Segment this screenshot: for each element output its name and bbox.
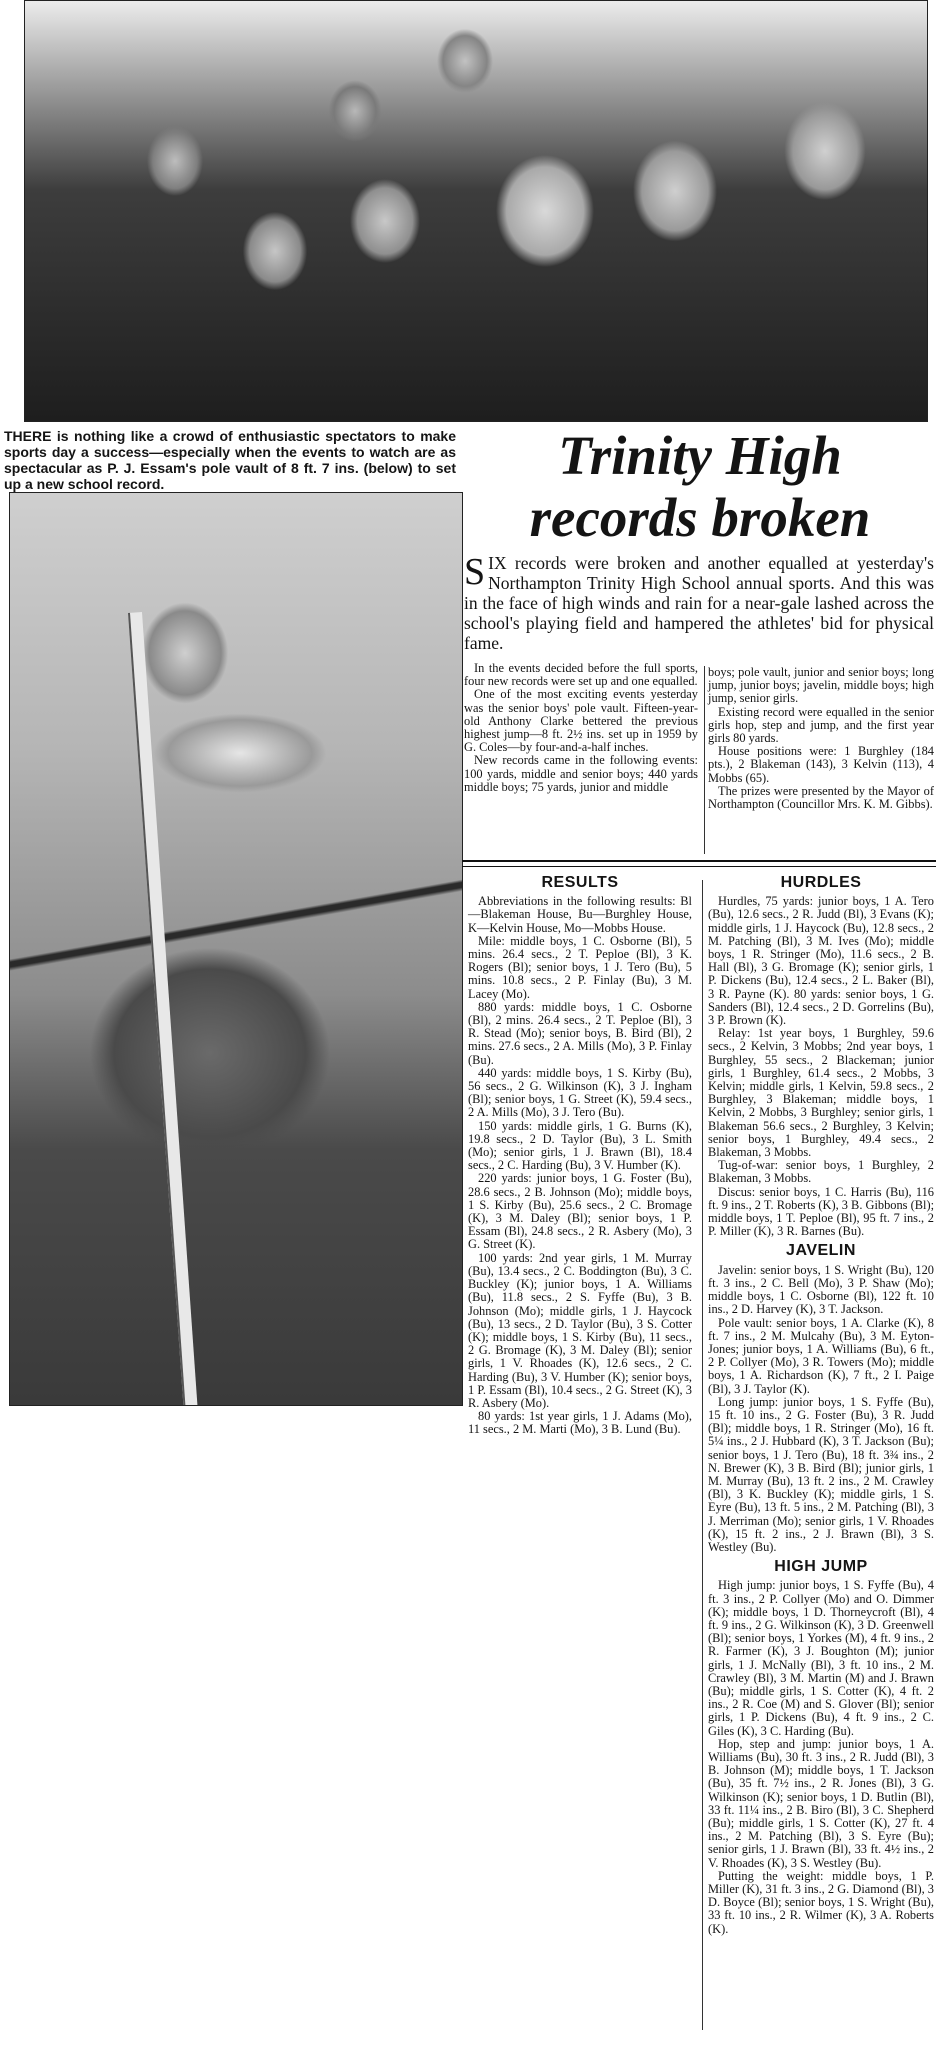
results-paragraph: 100 yards: 2nd year girls, 1 M. Murray (Bu), 13.4 secs., 2 C. Boddington (Bu), 3 C. Buckley (K); junior boys, 1 A. Williams (Bu), 11.8 secs., 2 S. Fyffe (Bu), 3 B. Johnson (Mo); middle girls, 1 J. Haycock (Bu), 13 secs., 2 D. Taylor (Bu), 3 S. Cotter (K); middle boys, 1 S. Kirby (Bu), 11 secs., 2 G. Bromage (K), 3 M. Daley (Bl); senior girls, 1 V. Rhoades (K), 12.6 secs., 2 C. Harding (Bu), 3 V. Humber (K); senior boys, 1 P. Essam (Bl), 10.4 secs., 2 G. Street (K), 3 R. Asbery (Mo). bbox=[468, 1250, 692, 1410]
javelin-heading: JAVELIN bbox=[786, 1242, 856, 1260]
events-column bbox=[708, 870, 934, 1936]
caption-lead: THERE bbox=[4, 428, 52, 444]
results-paragraph: Mile: middle boys, 1 C. Osborne (Bl), 5 mins. 26.4 secs., 2 T. Peploe (Bl), 3 K. Rogers (Bl); senior boys, 1 J. Tero (Bu), 5 mins. 10.8 secs., 2 P. Finlay (Bu), 3 M. Lacey (Mo). bbox=[468, 933, 692, 1001]
story-column-left bbox=[464, 662, 698, 794]
story-paragraph: One of the most exciting events yesterday was the senior boys' pole vault. Fifteen-year-old Anthony Clarke bettered the previous highest jump—8 ft. 2½ ins. set up in 1959 by G. Coles—by four-and-a-half inches. bbox=[464, 687, 698, 755]
headline bbox=[470, 425, 930, 549]
story-paragraph: boys; pole vault, junior and senior boys; long jump, junior boys; javelin, middle boys; high jump, senior girls. bbox=[708, 665, 934, 706]
section-rule bbox=[462, 860, 936, 862]
javelin-paragraph: Javelin: senior boys, 1 S. Wright (Bu), 120 ft. 3 ins., 2 C. Bell (Mo), 3 P. Shaw (Mo); middle boys, 1 C. Osborne (Bl), 122 ft. 10 ins., 2 D. Harvey (K), 3 T. Jackson. bbox=[708, 1262, 934, 1317]
results-paragraph: 880 yards: middle boys, 1 C. Osborne (Bl), 2 mins. 26.4 secs., 2 T. Peploe (Bl), 3 R. Stead (Mo); senior boys, B. Bird (Bl), 2 mins. 27.6 secs., 2 A. Mills (Mo), 3 P. Finlay (Bu). bbox=[468, 999, 692, 1067]
results-paragraph: 150 yards: middle girls, 1 G. Burns (K), 19.8 secs., 2 D. Taylor (Bu), 3 L. Smith (Mo); senior girls, 1 J. Brawn (Bl), 18.4 secs., 2 C. Harding (Bu), 3 V. Humber (K). bbox=[468, 1118, 692, 1173]
results-paragraph: 80 yards: 1st year girls, 1 J. Adams (Mo), 11 secs., 2 M. Marti (Mo), 3 B. Lund (Bu). bbox=[468, 1409, 692, 1437]
hurdles-paragraph: Relay: 1st year boys, 1 Burghley, 59.6 secs., 2 Kelvin, 3 Mobbs; 2nd year boys, 1 Burghley, 55 secs., 2 Blackeman; junior girls, 1 Burghley, 61.4 secs., 2 Mobbs, 3 Kelvin; middle girls, 1 Kelvin, 59.8 secs., 2 Burghley, 3 Blakeman; middle boys, 1 Kelvin, 2 Mobbs, 3 Burghley; senior girls, 1 Blakeman 56.6 secs., 2 Burghley, 3 Kelvin; senior boys, 1 Burghley, 49.4 secs., 2 Blakeman, 3 Mobbs. bbox=[708, 1026, 934, 1160]
hurdles-heading: HURDLES bbox=[780, 874, 862, 891]
results-heading: RESULTS bbox=[541, 874, 619, 891]
story-paragraph: House positions were: 1 Burghley (184 pts.), 2 Blakeman (143), 3 Kelvin (113), 4 Mobbs (65). bbox=[708, 744, 934, 785]
story-paragraph: New records came in the following events: 100 yards, middle and senior boys; 440 yards middle boys; 75 yards, junior and middle bbox=[464, 753, 698, 794]
lede-text: IX records were broken and another equalled at yesterday's Northampton Trinity High School annual sports. And this was in the face of high winds and rain for a near-gale lashed across the school's playing field and hampered the athletes' bid for physical fame. bbox=[464, 553, 934, 653]
high-jump-paragraph: Hop, step and jump: junior boys, 1 A. Williams (Bu), 30 ft. 3 ins., 2 R. Judd (Bl), 3 B. Johnson (M); middle boys, 1 T. Jackson (Bu), 35 ft. 7½ ins., 2 R. Jones (Bl), 3 G. Wilkinson (K); senior boys, 1 D. Butlin (Bl), 33 ft. 11¼ ins., 2 B. Biro (Bl), 3 C. Shepherd (Bu); middle girls, 1 S. Cotter (K), 27 ft. 4 ins., 2 M. Patching (Bl), 3 S. Eyre (Bu); senior girls, 1 J. Brawn (Bl), 33 ft. 4½ ins., 2 V. Rhoades (K), 3 S. Westley (Bu). bbox=[708, 1736, 934, 1870]
caption-text: is nothing like a crowd of enthusiastic spectators to make sports day a success—especially when the events to watch are as spectacular as P. J. Essam's pole vault of 8 ft. 7 ins. (below) to set up a new school record. bbox=[4, 428, 456, 492]
high-jump-heading: HIGH JUMP bbox=[774, 1558, 868, 1576]
hurdles-paragraph: Tug-of-war: senior boys, 1 Burghley, 2 Blakeman, 3 Mobbs. bbox=[708, 1158, 934, 1186]
drop-cap: S bbox=[464, 551, 486, 593]
headline-line-2: records broken bbox=[529, 487, 871, 548]
story-paragraph: Existing record were equalled in the senior girls hop, step and jump, and the first year girls 80 yards. bbox=[708, 704, 934, 746]
hurdles-paragraph: Discus: senior boys, 1 C. Harris (Bu), 116 ft. 9 ins., 2 T. Roberts (K), 3 B. Gibbons (Bl); middle boys, 1 T. Peploe (Bl), 95 ft. 7 ins., 2 P. Miller (K), 3 R. Barnes (Bu). bbox=[708, 1184, 935, 1239]
column-divider bbox=[702, 880, 703, 2030]
lede-paragraph bbox=[464, 553, 934, 653]
results-paragraph: 220 yards: junior boys, 1 G. Foster (Bu), 28.6 secs., 2 B. Johnson (Mo); middle boys, 1 S. Kirby (Bu), 25.6 secs., 2 C. Bromage (K), 3 M. Daley (Bl); senior boys, 1 P. Essam (Bl), 24.8 secs., 2 R. Asbery (Mo), 3 G. Street (K). bbox=[468, 1171, 692, 1252]
headline-line-1: Trinity High bbox=[558, 425, 842, 486]
high-jump-paragraph: Putting the weight: middle boys, 1 P. Miller (K), 31 ft. 3 ins., 2 G. Diamond (Bl), 3 D. Boyce (Bl); senior boys, 1 S. Wright (Bu), 33 ft. 10 ins., 2 R. Wilmer (K), 3 A. Roberts (K). bbox=[708, 1868, 934, 1936]
column-divider bbox=[704, 666, 705, 854]
story-column-right bbox=[708, 666, 934, 811]
results-paragraph: Abbreviations in the following results: Bl—Blakeman House, Bu—Burghley House, K—Kelvin House, Mo—Mobbs House. bbox=[468, 894, 692, 935]
hurdles-paragraph: Hurdles, 75 yards: junior boys, 1 A. Tero (Bu), 12.6 secs., 2 R. Judd (Bl), 3 Evans (K); middle girls, 1 J. Haycock (Bu), 12.8 secs., 2 M. Patching (Bl), 3 M. Ives (Mo); middle boys, 1 R. Stringer (Mo), 11.6 secs., 2 B. Hall (Bl), 3 G. Bromage (K); senior girls, 1 P. Dickens (Bu), 12.4 secs., 2 L. Baker (Bl), 3 R. Payne (K). 80 yards: senior boys, 1 G. Sanders (Bl), 12.4 secs., 2 D. Gorrelins (Bu), 3 P. Brown (K). bbox=[708, 894, 934, 1028]
javelin-paragraph: Long jump: junior boys, 1 S. Fyffe (Bu), 15 ft. 10 ins., 2 G. Foster (Bu), 3 R. Judd (Bl); middle boys, 1 R. Stringer (Mo), 16 ft. 5¼ ins., 2 J. Hubbard (K), 3 T. Jackson (Bu); senior boys, 1 J. Tero (Bu), 18 ft. 3¾ ins., 2 N. Brewer (K), 3 B. Bird (Bl); junior girls, 1 M. Murray (Bu), 13 ft. 2 ins., 2 M. Crawley (Bl), 3 K. Buckley (K); middle girls, 1 S. Eyre (Bu), 13 ft. 5 ins., 2 M. Patching (Bl), 3 J. Merriman (Mo); senior girls, 1 V. Rhoades (K), 15 ft. 2 ins., 2 J. Brawn (Bl), 3 S. Westley (Bu). bbox=[708, 1394, 934, 1554]
crowd-photo bbox=[24, 0, 928, 422]
javelin-paragraph: Pole vault: senior boys, 1 A. Clarke (K), 8 ft. 7 ins., 2 M. Mulcahy (Bu), 3 M. Eyton-Jones; junior boys, 1 A. Williams (Bu), 6 ft., 2 P. Collyer (Mo), 3 R. Towers (Mo); middle boys, 1 A. Richardson (K), 7 ft., 2 I. Paige (Bl), 3 J. Taylor (K). bbox=[708, 1315, 934, 1396]
section-rule bbox=[462, 866, 936, 867]
story-paragraph: The prizes were presented by the Mayor of Northampton (Councillor Mrs. K. M. Gibbs). bbox=[708, 783, 934, 812]
story-paragraph: In the events decided before the full sports, four new records were set up and one equalled. bbox=[464, 661, 698, 689]
photo-caption bbox=[4, 428, 456, 492]
results-column bbox=[468, 870, 692, 1437]
pole-vault-photo bbox=[9, 492, 463, 1406]
high-jump-paragraph: High jump: junior boys, 1 S. Fyffe (Bu), 4 ft. 3 ins., 2 P. Collyer (Mo) and O. Dimmer (K); middle boys, 1 D. Thorneycroft (Bl), 4 ft. 9 ins., 2 G. Wilkinson (K), 3 D. Greenwell (Bl); senior boys, 1 Yorkes (M), 4 ft. 9 ins., 2 R. Farmer (K), 3 J. Boughton (M); junior girls, 1 J. McNally (Bl), 3 ft. 10 ins., 2 M. Crawley (Bl), 3 M. Martin (M) and J. Brawn (Bu); middle girls, 1 S. Cotter (K), 4 ft. 2 ins., 2 R. Coe (M) and S. Glover (Bl); senior girls, 1 P. Dickens (Bu), 4 ft. 9 ins., 2 C. Giles (K), 3 C. Harding (Bu). bbox=[708, 1578, 934, 1738]
vaulting-pole bbox=[128, 612, 198, 1406]
results-paragraph: 440 yards: middle boys, 1 S. Kirby (Bu), 56 secs., 2 G. Wilkinson (K), 3 J. Ingham (Bl); senior boys, 1 G. Street (K), 59.4 secs., 2 A. Mills (Mo), 3 J. Tero (Bu). bbox=[468, 1065, 692, 1120]
